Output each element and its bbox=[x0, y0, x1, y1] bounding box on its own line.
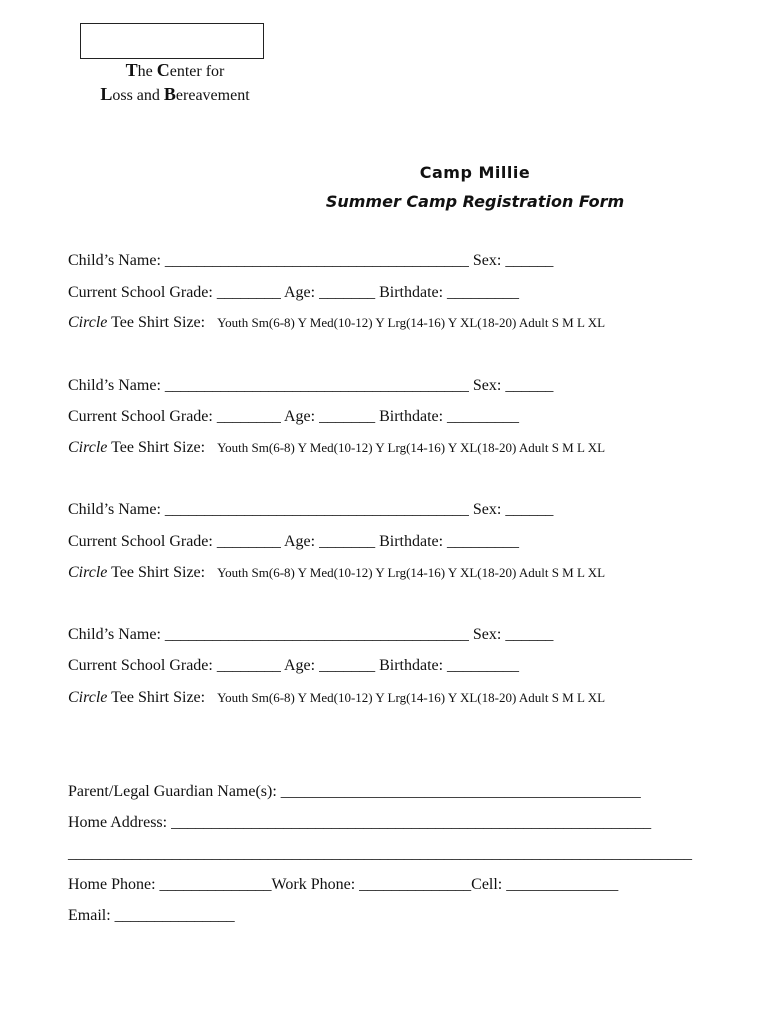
child-4-grade-age-birthdate-line[interactable]: Current School Grade: ________ Age: _______ Birthdate: _________ bbox=[68, 657, 520, 674]
email-line[interactable]: Email: _______________ bbox=[68, 907, 235, 924]
child-1-grade-age-birthdate-line[interactable]: Current School Grade: ________ Age: _______ Birthdate: _________ bbox=[68, 284, 520, 301]
home-address-line[interactable]: Home Address: ____________________________________________________________ bbox=[68, 814, 652, 831]
home-address-line-2[interactable]: ______________________________________________________________________________ bbox=[68, 845, 692, 862]
phone-numbers-line[interactable]: Home Phone: ______________Work Phone: ______________Cell: ______________ bbox=[68, 876, 619, 893]
child-2-size-options: Youth Sm(6-8) Y Med(10-12) Y Lrg(14-16) Y XL(18-20) Adult S M L XL bbox=[217, 440, 606, 455]
form-subtitle: Summer Camp Registration Form bbox=[325, 192, 625, 211]
child-1-size-options: Youth Sm(6-8) Y Med(10-12) Y Lrg(14-16) Y XL(18-20) Adult S M L XL bbox=[217, 315, 606, 330]
child-2-name-sex-line[interactable]: Child’s Name: ______________________________________ Sex: ______ bbox=[68, 377, 554, 394]
child-4-name-sex-line[interactable]: Child’s Name: ______________________________________ Sex: ______ bbox=[68, 626, 554, 643]
child-3-tee-shirt-line[interactable]: Circle Tee Shirt Size: Youth Sm(6-8) Y Med(10-12) Y Lrg(14-16) Y XL(18-20) Adult S M L XL bbox=[68, 564, 606, 581]
logo-box bbox=[80, 23, 264, 59]
child-4-size-options: Youth Sm(6-8) Y Med(10-12) Y Lrg(14-16) Y XL(18-20) Adult S M L XL bbox=[217, 690, 606, 705]
child-3-name-sex-line[interactable]: Child’s Name: ______________________________________ Sex: ______ bbox=[68, 501, 554, 518]
child-1-tee-shirt-line[interactable]: Circle Tee Shirt Size: Youth Sm(6-8) Y Med(10-12) Y Lrg(14-16) Y XL(18-20) Adult S M L XL bbox=[68, 314, 606, 331]
child-2-grade-age-birthdate-line[interactable]: Current School Grade: ________ Age: _______ Birthdate: _________ bbox=[68, 408, 520, 425]
child-3-grade-age-birthdate-line[interactable]: Current School Grade: ________ Age: _______ Birthdate: _________ bbox=[68, 533, 520, 550]
child-2-tee-shirt-line[interactable]: Circle Tee Shirt Size: Youth Sm(6-8) Y Med(10-12) Y Lrg(14-16) Y XL(18-20) Adult S M L XL bbox=[68, 439, 606, 456]
org-name-line-1: The Center for bbox=[125, 60, 225, 80]
org-name-line-2: Loss and Bereavement bbox=[100, 84, 250, 104]
child-1-name-sex-line[interactable]: Child’s Name: ______________________________________ Sex: ______ bbox=[68, 252, 554, 269]
child-4-tee-shirt-line[interactable]: Circle Tee Shirt Size: Youth Sm(6-8) Y Med(10-12) Y Lrg(14-16) Y XL(18-20) Adult S M L XL bbox=[68, 689, 606, 706]
camp-title: Camp Millie bbox=[419, 163, 531, 182]
guardian-name-line[interactable]: Parent/Legal Guardian Name(s): _____________________________________________ bbox=[68, 783, 641, 800]
child-3-size-options: Youth Sm(6-8) Y Med(10-12) Y Lrg(14-16) Y XL(18-20) Adult S M L XL bbox=[217, 565, 606, 580]
